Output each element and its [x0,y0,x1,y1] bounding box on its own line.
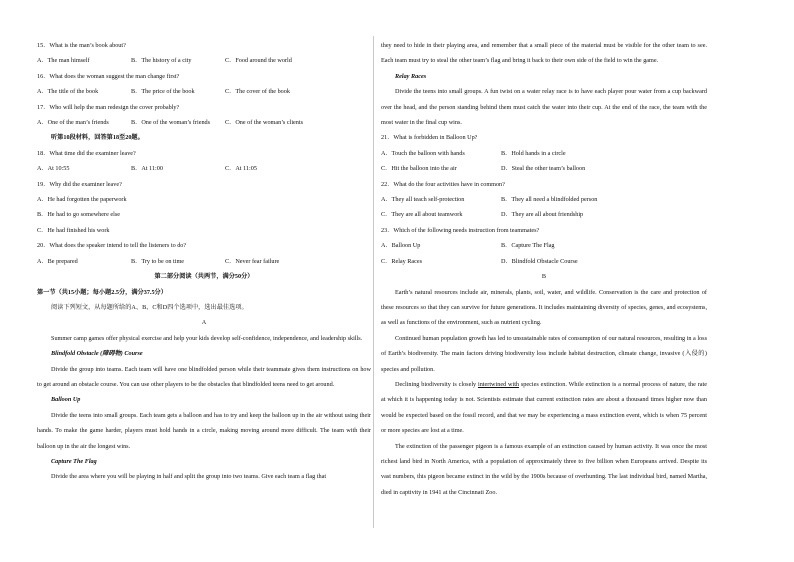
passage-b-paragraph-2: Continued human population growth has led to unsustainable rates of consumption of our natural resources, resulting in a loss of Earth’s biodiversity. The main factors driving biodiversity loss include habitat destruction, climate change, invasive (入侵的) species and pollution. [381,334,707,373]
game-text-blindfold: Divide the group into teams. Each team will have one blindfolded person while their teammate gives them instructions on how to get around an obstacle course. You can use other players to be the obstacles that blindfolded teens need to get around. [37,365,371,388]
passage-b-label: B [541,273,547,281]
q23-option-d[interactable]: D．Blindfold Obstacle Course [501,257,578,265]
passage-a-label: A [201,319,207,327]
game-title-balloon: Balloon Up [51,396,81,404]
q18-option-c[interactable]: C．At 11:05 [225,165,257,173]
q22-options-ab [381,192,707,207]
q17-stem: 17．Who will help the man redesign the cover probably? [37,103,180,111]
game-title-blindfold: Blindfold Obstacle (障碍物) Course [51,350,143,358]
q22-option-d[interactable]: D．They are all about friendship [501,211,584,219]
q18-options [37,161,371,176]
game-title-flag: Capture The Flag [51,457,97,465]
q17-option-b[interactable]: B．One of the woman’s friends [131,119,211,127]
q23-option-b[interactable]: B．Capture The Flag [501,242,555,250]
q22-options-cd [381,207,707,222]
q17-options [37,115,371,130]
q15-stem: 15．What is the man’s book about? [37,42,126,49]
game-title-relay: Relay Races [395,72,427,80]
q21-options-cd [381,161,707,176]
q15-option-b[interactable]: B．The history of a city [131,57,192,65]
q18-stem: 18．What time did the examiner leave? [37,149,136,157]
q22-option-a[interactable]: A．They all teach self-protection [381,196,465,204]
q20-stem: 20．What does the speaker intend to tell the listeners to do? [37,242,187,250]
q21-stem: 21．What is forbidden in Balloon Up? [381,134,478,142]
section-one-heading: 第一节（共15小题；每小题2.5分，满分37.5分） [37,288,167,296]
q23-options-ab [381,238,707,253]
q21-option-b[interactable]: B．Hold hands in a circle [501,149,566,157]
q18-option-b[interactable]: B．At 11:00 [131,165,163,173]
right-column [381,38,707,500]
q16-options [37,84,371,99]
q15-option-a[interactable]: A．The man himself [37,57,90,65]
q19-option-a[interactable]: A．He had forgotten the paperwork [37,196,127,204]
game-text-flag: Divide the area where you will be playing in half and split the group into two teams. Give each team a flag that [51,473,327,481]
paragraph-3-lead: Declining biodiversity is closely [395,380,478,388]
q23-options-cd [381,254,707,269]
q23-option-c[interactable]: C．Relay Races [381,257,423,265]
q23-option-a[interactable]: A．Balloon Up [381,242,421,250]
q18-option-a[interactable]: A．At 10:55 [37,165,70,173]
paragraph-3-rest: species extinction. While extinction is a normal process of nature, the rate at which it is happening today is not. Scientists estimate that current extinction rates are about a thousand times higher now than would be expected based on the fossil record, and that we may be experiencing a mass extinction event, which is when 75 percent or more species are lost at a time. [381,380,707,435]
q16-option-a[interactable]: A．The title of the book [37,88,99,96]
section-one-instructions: 阅读下列短文，从每题所给的A、B、C和D四个选项中，选出最佳选项。 [51,303,248,311]
q21-option-c[interactable]: C．Hit the balloon into the air [381,165,457,173]
q15-options [37,53,371,68]
q17-option-a[interactable]: A．One of the man’s friends [37,119,109,127]
q21-options-ab [381,146,707,161]
underlined-phrase: intertwined with [477,380,520,388]
q19-option-c[interactable]: C．He had finished his work [37,226,110,234]
q16-option-b[interactable]: B．The price of the book [131,88,195,96]
passage-a-intro: Summer camp games offer physical exercise and help your kids develop self-confidence, independence, and leadership skills. [51,334,363,342]
q20-options [37,254,371,269]
q22-stem: 22．What do the four activities have in common? [381,180,505,188]
column-divider [373,36,374,528]
game-text-relay: Divide the teens into small groups. A fun twist on a water relay race is to have each player pour water from a cup backward over the head, and the person standing behind them must catch the water into their cup. At the end of the race, the team with the most water in the final cup wins. [381,88,707,127]
q20-option-a[interactable]: A．Be prepared [37,257,78,265]
section-intro-10: 听第10段材料，回答第18至20题。 [51,134,144,142]
q17-option-c[interactable]: C．One of the woman’s clients [225,119,304,127]
passage-b-paragraph-3 [381,377,707,439]
game-text-flag-continued: they need to hide in their playing area, and remember that a small piece of the material must be visible for the other team to see. Each team must try to steal the other team’s flag and bring it back to their own side of the field to win the game. [381,42,707,65]
q19-option-b[interactable]: B．He had to go somewhere else [37,211,120,219]
q20-option-b[interactable]: B．Try to be on time [131,257,185,265]
q21-option-d[interactable]: D．Steal the other team’s balloon [501,165,586,173]
q16-option-c[interactable]: C．The cover of the book [225,88,290,96]
q19-stem: 19．Why did the examiner leave? [37,180,122,188]
q22-option-c[interactable]: C．They are all about teamwork [381,211,463,219]
q23-stem: 23．Which of the following needs instruction from teammates? [381,226,540,234]
passage-b-paragraph-1: Earth’s natural resources include air, minerals, plants, soil, water, and wildlife. Conservation is the care and protection of these resources so that they can survive for future generations. It includes maintaining diversity of species, genes, and ecosystems, as well as functions of the environment, such as nutrient cycling. [381,288,707,327]
game-text-balloon: Divide the teens into small groups. Each team gets a balloon and has to try and keep the balloon up in the air without using their hands. To make the game harder, players must hold hands in a circle, making moving around more difficult. The team with their balloon up in the air the longest wins. [37,411,371,450]
q22-option-b[interactable]: B．They all need a blindfolded person [501,196,598,204]
q16-stem: 16．What does the woman suggest the man change first? [37,72,180,80]
q21-option-a[interactable]: A．Touch the balloon with hands [381,149,465,157]
q20-option-c[interactable]: C．Never fear failure [225,257,280,265]
part-two-heading: 第二部分阅读（共两节，满分50分） [154,273,254,281]
left-column [37,38,371,485]
q15-option-c[interactable]: C．Food around the world [225,57,292,65]
passage-b-paragraph-4: The extinction of the passenger pigeon is a famous example of an extinction caused by human activity. It was once the most richest land bird in North America, with a population of approximately three to five billion when Europeans arrived. Despite its vast numbers, this pigeon became extinct in the wild by the 1900s because of overhunting. The last individual bird, named Martha, died in captivity in 1941 at the Cincinnati Zoo. [381,442,707,496]
